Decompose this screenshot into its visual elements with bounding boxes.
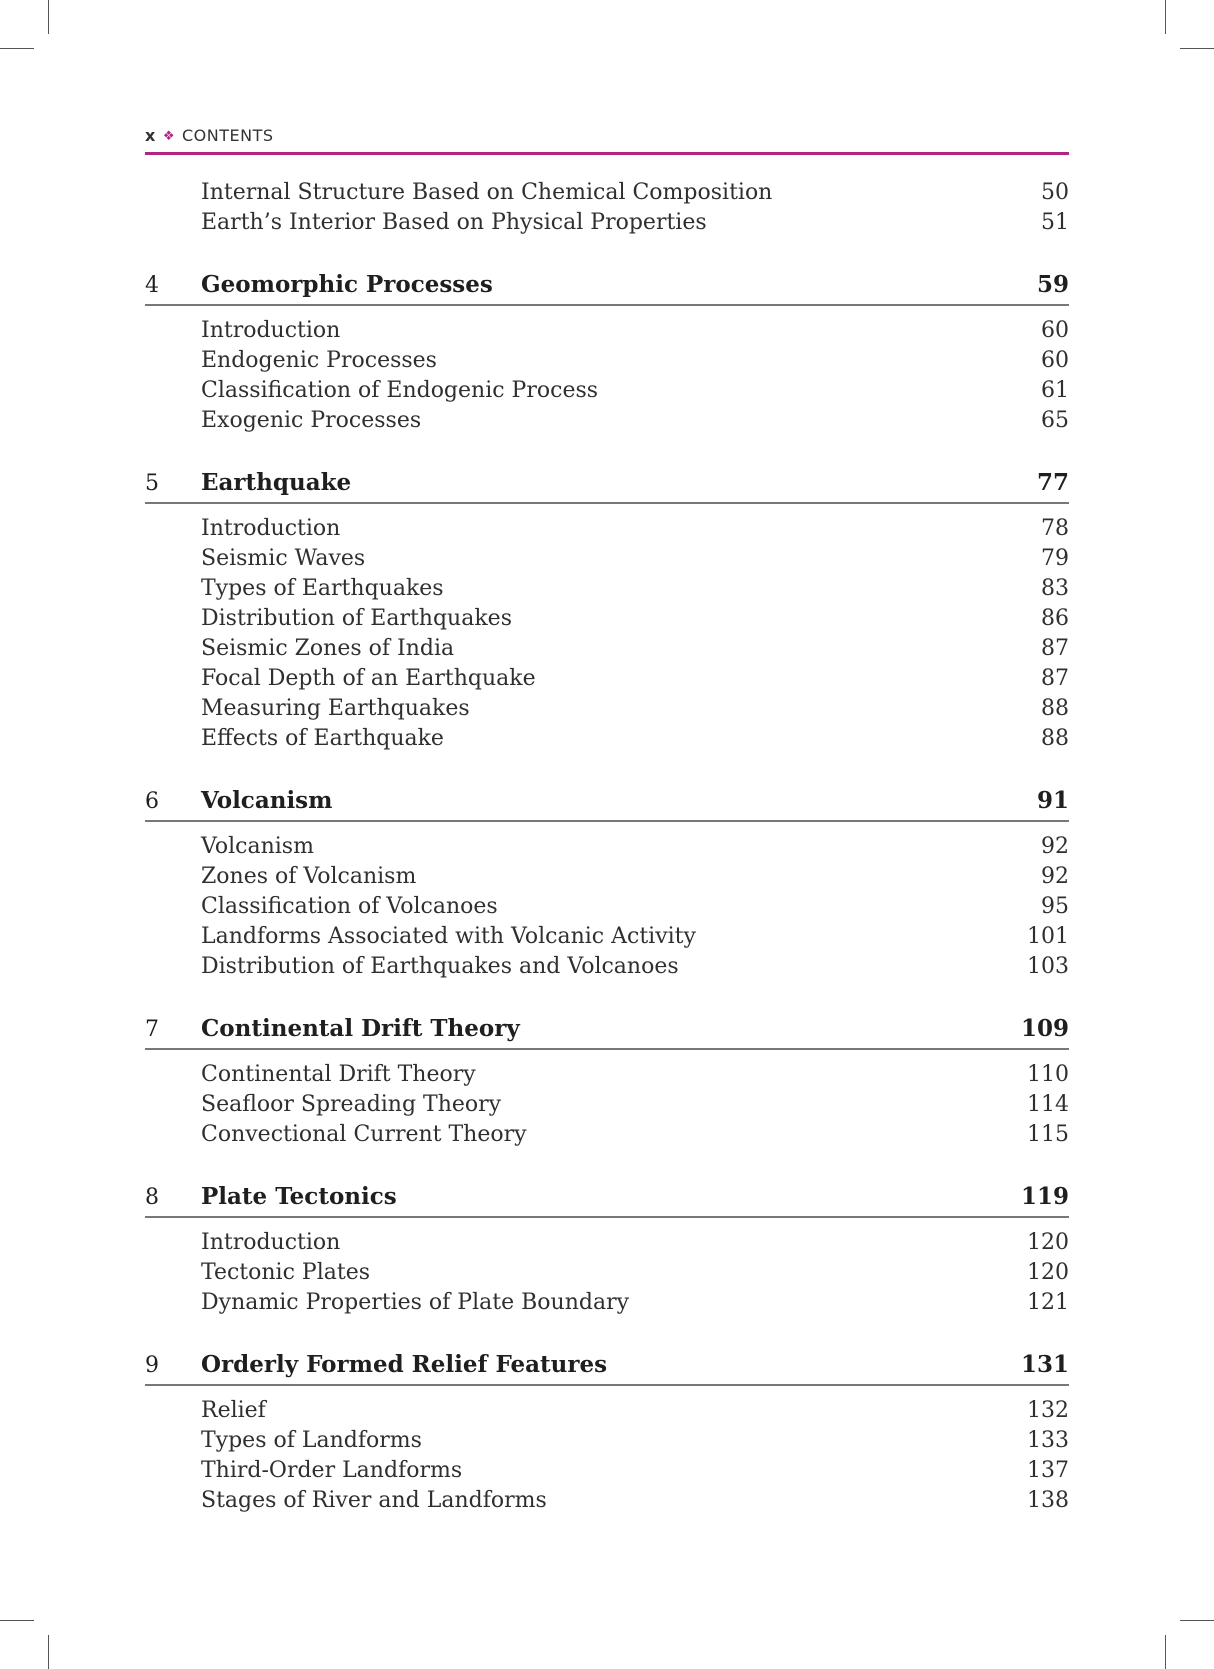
- chapter-title: Plate Tectonics: [201, 1183, 397, 1210]
- entry-page-number: 65: [1041, 408, 1069, 433]
- chapter-entries: [145, 832, 1069, 982]
- toc-entry: [145, 1060, 1069, 1090]
- entry-title: Stages of River and Landforms: [201, 1488, 547, 1513]
- toc-entry: [145, 544, 1069, 574]
- entry-title: Seismic Waves: [201, 546, 366, 571]
- entry-title: Introduction: [201, 516, 341, 541]
- entry-title: Exogenic Processes: [201, 408, 422, 433]
- chapter-entries: [145, 1228, 1069, 1318]
- entry-page-number: 137: [1027, 1458, 1069, 1483]
- entry-page-number: 133: [1027, 1428, 1069, 1453]
- toc-entry: [145, 376, 1069, 406]
- chapter-heading: [145, 782, 1069, 822]
- toc-entry: [145, 1486, 1069, 1516]
- toc-entry: [145, 208, 1069, 238]
- crop-mark: [1180, 48, 1214, 49]
- entry-title: Seafloor Spreading Theory: [201, 1092, 502, 1117]
- entry-title: Distribution of Earthquakes: [201, 606, 512, 631]
- toc-entry: [145, 922, 1069, 952]
- entry-page-number: 86: [1041, 606, 1069, 631]
- chapter-page-number: 119: [1020, 1183, 1069, 1210]
- toc-entry: [145, 634, 1069, 664]
- crop-mark: [0, 1620, 34, 1621]
- header-page-number: x: [145, 126, 156, 145]
- entry-title: Landforms Associated with Volcanic Activity: [201, 924, 696, 949]
- entry-page-number: 92: [1041, 834, 1069, 859]
- chapter-entries: [145, 1060, 1069, 1150]
- toc-entry: [145, 1120, 1069, 1150]
- chapter-heading: [145, 1010, 1069, 1050]
- chapter-section: [145, 782, 1069, 982]
- toc-entry: [145, 406, 1069, 436]
- crop-mark: [48, 1635, 49, 1669]
- toc-entry: [145, 346, 1069, 376]
- chapter-number: 5: [145, 471, 159, 496]
- table-of-contents: [145, 178, 1069, 1516]
- chapter-section: [145, 1178, 1069, 1318]
- chapter-title: Geomorphic Processes: [201, 271, 493, 298]
- toc-entry: [145, 574, 1069, 604]
- entry-page-number: 51: [1041, 210, 1069, 235]
- chapter-section: [145, 266, 1069, 436]
- entry-title: Internal Structure Based on Chemical Composition: [201, 180, 773, 205]
- chapter-entries: [145, 1396, 1069, 1516]
- lead-entries: [145, 178, 1069, 238]
- chapter-page-number: 131: [1020, 1351, 1069, 1378]
- toc-entry: [145, 1456, 1069, 1486]
- toc-entry: [145, 1426, 1069, 1456]
- entry-title: Measuring Earthquakes: [201, 696, 470, 721]
- running-title: CONTENTS: [181, 126, 274, 145]
- chapter-page-number: 91: [1036, 787, 1069, 814]
- crop-mark: [0, 48, 34, 49]
- entry-title: Classification of Volcanoes: [201, 894, 498, 919]
- entry-page-number: 88: [1041, 726, 1069, 751]
- toc-entry: [145, 694, 1069, 724]
- entry-page-number: 95: [1041, 894, 1069, 919]
- toc-entry: [145, 514, 1069, 544]
- entry-title: Zones of Volcanism: [201, 864, 417, 889]
- chapter-heading: [145, 266, 1069, 306]
- toc-entry: [145, 316, 1069, 346]
- chapter-section: [145, 1346, 1069, 1516]
- chapter-number: 4: [145, 273, 159, 298]
- chapter-title: Continental Drift Theory: [201, 1015, 520, 1042]
- entry-page-number: 50: [1041, 180, 1069, 205]
- entry-title: Third-Order Landforms: [201, 1458, 463, 1483]
- chapter-page-number: 59: [1036, 271, 1069, 298]
- entry-title: Types of Landforms: [201, 1428, 422, 1453]
- entry-page-number: 110: [1027, 1062, 1069, 1087]
- toc-entry: [145, 832, 1069, 862]
- chapter-heading: [145, 1178, 1069, 1218]
- chapter-heading: [145, 1346, 1069, 1386]
- toc-entry: [145, 952, 1069, 982]
- entry-page-number: 114: [1027, 1092, 1069, 1117]
- entry-title: Introduction: [201, 318, 341, 343]
- running-header: [145, 126, 1069, 155]
- chapter-page-number: 109: [1020, 1015, 1069, 1042]
- chapter-number: 6: [145, 789, 159, 814]
- entry-page-number: 92: [1041, 864, 1069, 889]
- entry-page-number: 61: [1041, 378, 1069, 403]
- chapter-list: [145, 266, 1069, 1516]
- entry-title: Dynamic Properties of Plate Boundary: [201, 1290, 630, 1315]
- entry-page-number: 121: [1027, 1290, 1069, 1315]
- entry-title: Tectonic Plates: [201, 1260, 371, 1285]
- toc-entry: [145, 1288, 1069, 1318]
- entry-page-number: 79: [1041, 546, 1069, 571]
- entry-title: Distribution of Earthquakes and Volcanoes: [201, 954, 679, 979]
- entry-page-number: 83: [1041, 576, 1069, 601]
- chapter-heading: [145, 464, 1069, 504]
- entry-title: Types of Earthquakes: [201, 576, 444, 601]
- entry-title: Introduction: [201, 1230, 341, 1255]
- toc-entry: [145, 1228, 1069, 1258]
- crop-mark: [48, 0, 49, 34]
- entry-title: Volcanism: [201, 834, 314, 859]
- entry-title: Relief: [201, 1398, 266, 1423]
- entry-title: Classification of Endogenic Process: [201, 378, 599, 403]
- entry-title: Endogenic Processes: [201, 348, 437, 373]
- chapter-number: 9: [145, 1353, 159, 1378]
- chapter-title: Earthquake: [201, 469, 352, 496]
- entry-page-number: 78: [1041, 516, 1069, 541]
- entry-title: Effects of Earthquake: [201, 726, 444, 751]
- entry-page-number: 60: [1041, 318, 1069, 343]
- entry-title: Convectional Current Theory: [201, 1122, 527, 1147]
- entry-page-number: 120: [1027, 1260, 1069, 1285]
- chapter-page-number: 77: [1036, 469, 1069, 496]
- chapter-number: 8: [145, 1185, 159, 1210]
- crop-mark: [1165, 0, 1166, 34]
- crop-mark: [1165, 1635, 1166, 1669]
- entry-page-number: 87: [1041, 636, 1069, 661]
- chapter-entries: [145, 514, 1069, 754]
- crop-mark: [1180, 1620, 1214, 1621]
- entry-page-number: 132: [1027, 1398, 1069, 1423]
- toc-entry: [145, 1396, 1069, 1426]
- entry-page-number: 138: [1027, 1488, 1069, 1513]
- toc-entry: [145, 1258, 1069, 1288]
- chapter-title: Volcanism: [201, 787, 333, 814]
- entry-page-number: 87: [1041, 666, 1069, 691]
- entry-page-number: 101: [1027, 924, 1069, 949]
- chapter-section: [145, 464, 1069, 754]
- toc-entry: [145, 892, 1069, 922]
- chapter-title: Orderly Formed Relief Features: [201, 1351, 608, 1378]
- toc-entry: [145, 664, 1069, 694]
- entry-title: Focal Depth of an Earthquake: [201, 666, 536, 691]
- entry-page-number: 115: [1027, 1122, 1069, 1147]
- entry-title: Continental Drift Theory: [201, 1062, 476, 1087]
- chapter-number: 7: [145, 1017, 159, 1042]
- toc-entry: [145, 178, 1069, 208]
- toc-entry: [145, 604, 1069, 634]
- chapter-section: [145, 1010, 1069, 1150]
- chapter-entries: [145, 316, 1069, 436]
- entry-page-number: 120: [1027, 1230, 1069, 1255]
- entry-title: Seismic Zones of India: [201, 636, 455, 661]
- toc-entry: [145, 862, 1069, 892]
- entry-page-number: 88: [1041, 696, 1069, 721]
- diamond-ornament-icon: ❖: [162, 129, 175, 144]
- toc-entry: [145, 724, 1069, 754]
- entry-page-number: 103: [1027, 954, 1069, 979]
- toc-entry: [145, 1090, 1069, 1120]
- entry-title: Earth’s Interior Based on Physical Properties: [201, 210, 707, 235]
- entry-page-number: 60: [1041, 348, 1069, 373]
